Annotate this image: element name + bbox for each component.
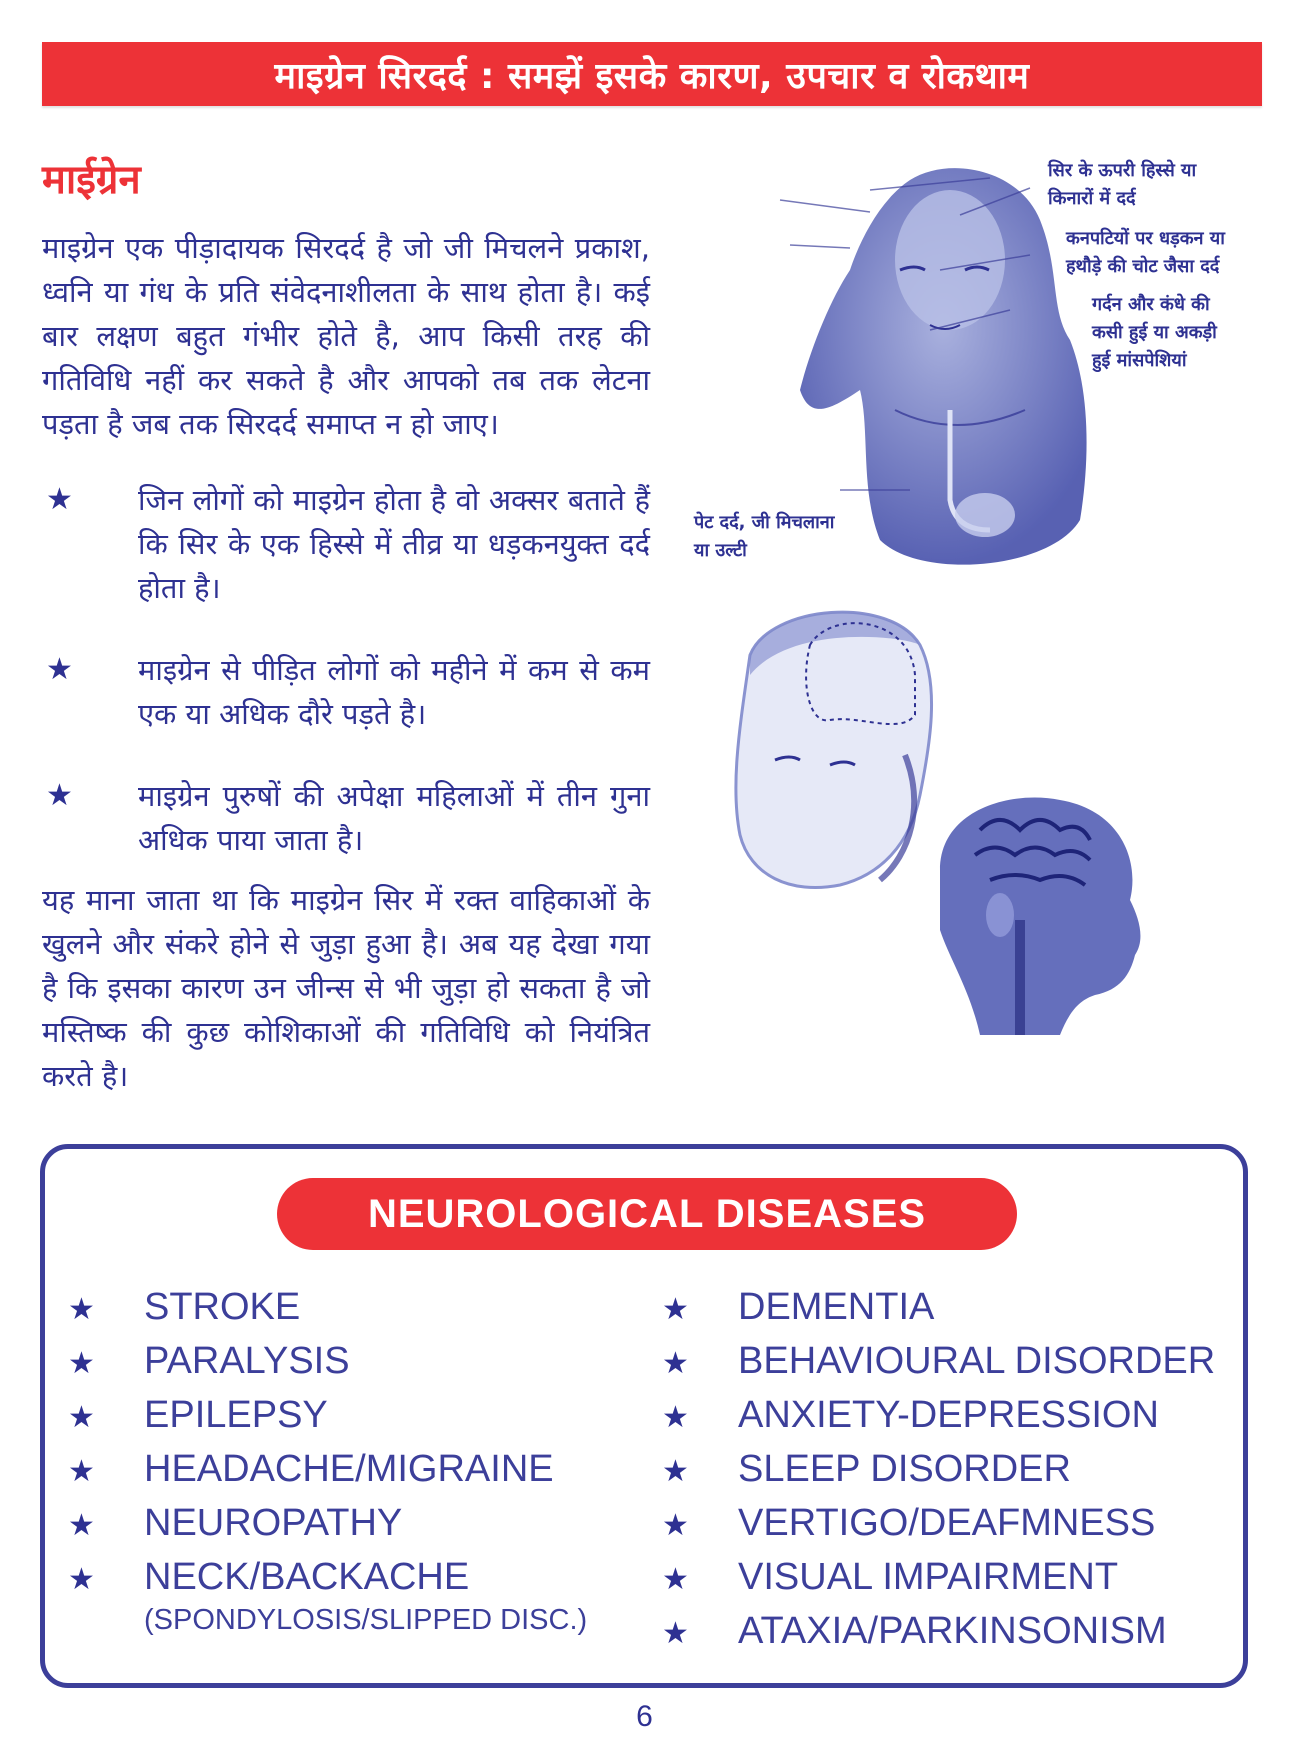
fact-text: माइग्रेन से पीड़ित लोगों को महीने में कम से कम एक या अधिक दौरे पड़ते है। <box>138 653 650 731</box>
fact-item <box>42 478 650 610</box>
disease-item: ★ EPILEPSY <box>68 1394 328 1436</box>
disease-item: ★ VERTIGO/DEAFMNESS <box>662 1502 1156 1544</box>
disease-item: ★ PARALYSIS <box>68 1340 350 1382</box>
callout-temples: कनपटियों पर धड़कन या हथौड़े की चोट जैसा दर्द <box>1066 228 1225 277</box>
fact-text: माइग्रेन पुरुषों की अपेक्षा महिलाओं में तीन गुना अधिक पाया जाता है। <box>138 779 650 857</box>
star-bullet-icon: ★ <box>68 1401 95 1434</box>
section-heading: माईग्रेन <box>42 157 141 203</box>
callout-neck: गर्दन और कंधे की कसी हुई या अकड़ी हुई मांसपेशियां <box>1092 294 1217 371</box>
page-number: 6 <box>636 1700 653 1733</box>
disease-item: ★ BEHAVIOURAL DISORDER <box>662 1340 1216 1382</box>
disease-list-right <box>662 1286 1215 1664</box>
disease-item: ★ VISUAL IMPAIRMENT <box>662 1556 1119 1598</box>
star-bullet-icon: ★ <box>46 483 73 516</box>
fact-item <box>42 648 650 736</box>
star-bullet-icon: ★ <box>662 1509 689 1542</box>
star-bullet-icon: ★ <box>662 1293 689 1326</box>
brain-anatomy-illustration <box>920 790 1150 1040</box>
man-head-pain-illustration <box>730 605 950 895</box>
neurological-diseases-title: NEUROLOGICAL DISEASES <box>277 1178 1017 1250</box>
disease-item: ★ ANXIETY-DEPRESSION <box>662 1394 1159 1436</box>
fact-item <box>42 774 650 862</box>
star-bullet-icon: ★ <box>662 1401 689 1434</box>
disease-item: ★ ATAXIA/PARKINSONISM <box>662 1610 1167 1652</box>
page-title: माइग्रेन सिरदर्द : समझें इसके कारण, उपचार व रोकथाम <box>274 55 1030 97</box>
star-bullet-icon: ★ <box>46 653 73 686</box>
star-bullet-icon: ★ <box>68 1293 95 1326</box>
fact-list <box>42 478 650 900</box>
star-bullet-icon: ★ <box>68 1509 95 1542</box>
star-bullet-icon: ★ <box>662 1563 689 1596</box>
star-bullet-icon: ★ <box>662 1455 689 1488</box>
star-bullet-icon: ★ <box>68 1455 95 1488</box>
intro-paragraph: माइग्रेन एक पीड़ादायक सिरदर्द है जो जी मिचलने प्रकाश, ध्वनि या गंध के प्रति संवेदनाशीलता के साथ होता है। कई बार लक्षण बहुत गंभीर होते है, आप किसी तरह की गतिविधि नहीं कर सकते है और आपको तब तक लेटना पड़ता है जब तक सिरदर्द समाप्त न हो जाए। <box>42 231 651 441</box>
page-title-banner <box>42 42 1262 106</box>
disease-list-left <box>68 1286 587 1637</box>
disease-item-note: (SPONDYLOSIS/SLIPPED DISC.) <box>144 1604 588 1636</box>
callout-stomach: पेट दर्द, जी मिचलाना या उल्टी <box>694 512 835 561</box>
star-bullet-icon: ★ <box>68 1563 95 1596</box>
star-bullet-icon: ★ <box>662 1347 689 1380</box>
disease-item: ★ SLEEP DISORDER <box>662 1448 1071 1490</box>
disease-item: ★ DEMENTIA <box>662 1286 935 1328</box>
cause-paragraph: यह माना जाता था कि माइग्रेन सिर में रक्त वाहिकाओं के खुलने और संकरे होने से जुड़ा हुआ है। अब यह देखा गया है कि इसका कारण उन जीन्स से भी जुड़ा हो सकता है जो मस्तिष्क की कुछ कोशिकाओं की गतिविधि को नियंत्रित करते है। <box>42 883 650 1093</box>
star-bullet-icon: ★ <box>46 779 73 812</box>
disease-item: ★ NECK/BACKACHE <box>68 1556 470 1598</box>
star-bullet-icon: ★ <box>662 1617 689 1650</box>
disease-item: ★ NEUROPATHY <box>68 1502 403 1544</box>
fact-text: जिन लोगों को माइग्रेन होता है वो अक्सर बताते हैं कि सिर के एक हिस्से में तीव्र या धड़कनयुक्त दर्द होता है। <box>138 483 650 605</box>
star-bullet-icon: ★ <box>68 1347 95 1380</box>
disease-item: ★ HEADACHE/MIGRAINE <box>68 1448 554 1490</box>
disease-item: ★ STROKE <box>68 1286 301 1328</box>
callout-top-head: सिर के ऊपरी हिस्से या किनारों में दर्द <box>1048 160 1197 209</box>
